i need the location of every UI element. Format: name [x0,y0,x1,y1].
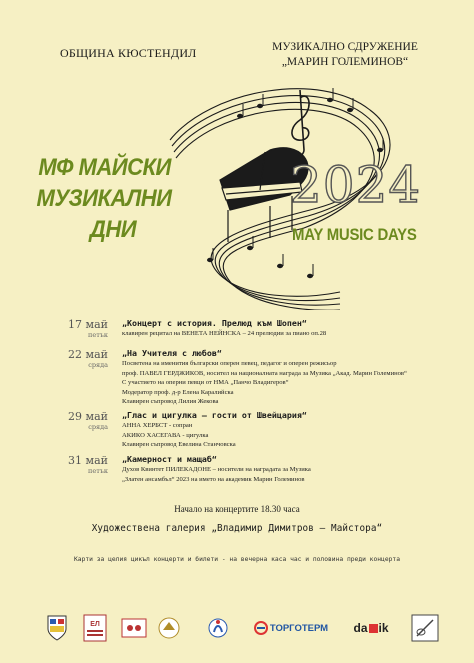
title-line-1: МФ МАЙСКИ [38,154,171,181]
event-line: Клавирен съпровод Лилия Жекова [122,398,219,406]
festival-year: 2024 [290,156,422,214]
association-line-2: „МАРИН ГОЛЕМИНОВ“ [281,56,409,68]
event-line: АННА ХЕРБСТ - сопран [122,422,193,429]
event-line: клавирен рецитал на ВЕНЕТА НЕЙНСКА – 24 прелюдии за пиано оп.28 [122,330,327,337]
event-day: петък [88,467,108,475]
event-day: сряда [88,423,108,431]
event-item [0,410,474,454]
dauk-label-b: ik [378,621,389,635]
start-time: Начало на концертите 18.30 часа [174,504,300,514]
association-line-1: МУЗИКАЛНО СДРУЖЕНИЕ [272,41,418,53]
event-line: Клавирен съпровод Евелина Станчовска [122,441,236,449]
tickets-info: Карти за целия цикъл концерти и билети - на вечерна каса час и половина преди концерта [73,556,401,563]
event-line: Духов Квинтет ПИЛЕКАДОНЕ – носители на наградата за Музика [122,466,311,473]
coat-of-arms-icon [46,612,68,644]
event-list [0,318,474,490]
event-item [0,348,474,410]
svg-text:ЕЛ: ЕЛ [90,621,100,628]
event-line: АКИКО ХАСЕГАВА - цигулка [122,431,209,439]
title-line-2: МУЗИКАЛНИ [36,185,172,212]
english-title: MAY MUSIC DAYS [292,225,417,244]
ministry-logo-icon [154,612,184,644]
music-logo-icon [206,612,230,644]
event-title: „Глас и цигулка – гости от Швейцария“ [122,410,307,420]
event-title: „Камерност и мащаб“ [122,454,217,464]
dauk-logo-icon [346,612,396,644]
festival-title [20,152,186,245]
event-line: „Златен ансамбъл“ 2023 на името на академик Марин Големинов [122,475,305,483]
institute-logo-icon [82,612,108,644]
event-date: 22 май [68,348,108,361]
event-day: петък [88,331,108,339]
event-day: сряда [88,361,108,369]
dauk-square-icon [369,624,378,633]
association-label [260,40,430,70]
venue: Художествена галерия „Владимир Димитров – Майстора“ [91,523,383,534]
sponsor-bar [0,612,474,646]
event-item [0,454,474,490]
event-date: 31 май [68,454,108,467]
event-line: С участието на оперни певци от НМА „Панчо Владигеров“ [122,379,289,387]
event-line: проф. ПАВЕЛ ГЕРДЖИКОВ, носител на националната награда за Музика „Акад. Марин Големинов“ [122,369,407,377]
theatre-logo-icon [120,612,148,644]
event-title: „Концерт с история. Прелюд към Шопен“ [122,318,307,328]
event-line: Посветена на именития български оперен певец, педагог и оперен режисьор [122,360,337,367]
event-date: 17 май [68,318,108,331]
dauk-label-a: da [353,621,368,635]
event-title: „На Учителя с любов“ [122,348,222,358]
event-date: 29 май [68,410,108,423]
municipality-label: ОБЩИНА КЮСТЕНДИЛ [60,46,197,60]
event-item [0,318,474,348]
torgoterm-label: ТОРГОТЕРМ [269,622,329,634]
event-line: Модератор проф. д-р Елена Каралийска [122,388,234,396]
torgoterm-logo-icon [248,612,334,644]
title-line-3: ДНИ [89,216,137,243]
violin-logo-icon [410,612,440,644]
